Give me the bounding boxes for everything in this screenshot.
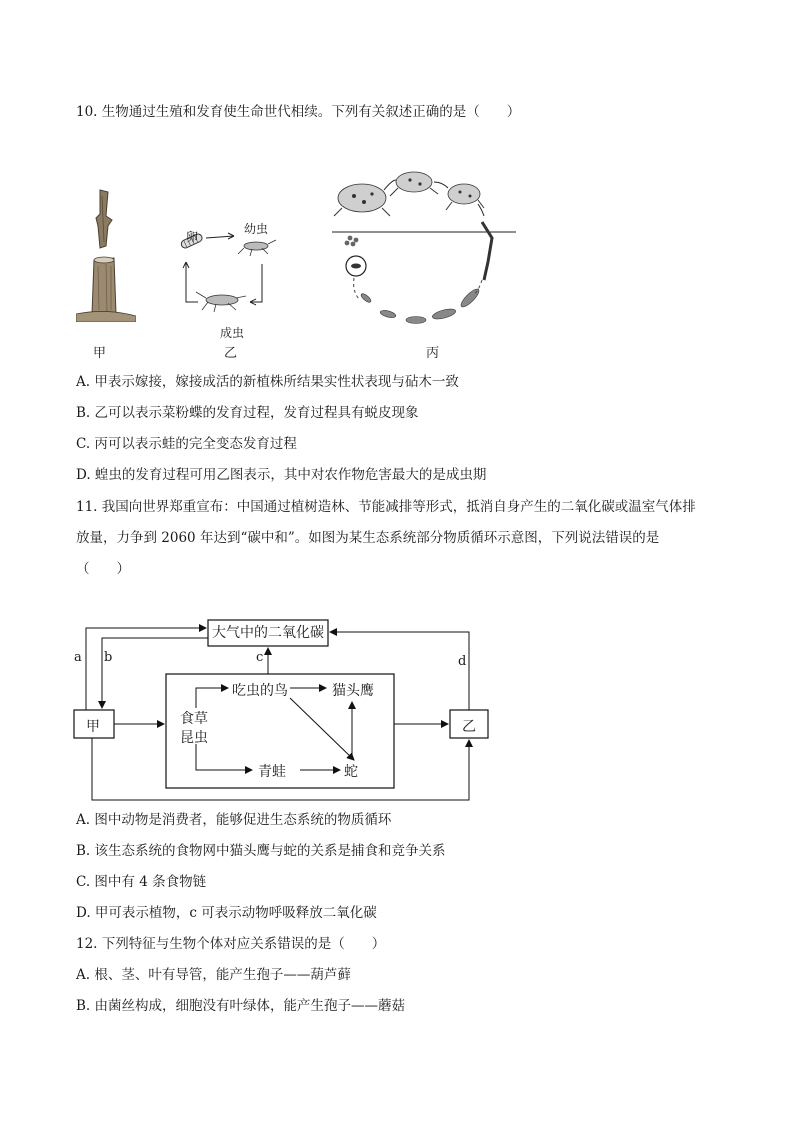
q11-option-a: A. 图中动物是消费者，能够促进生态系统的物质循环 bbox=[76, 812, 392, 828]
question-11-stem-1: 11. 我国向世界郑重宣布：中国通过植树造林、节能减排等形式，抵消自身产生的二氧化碳或温室气体排 bbox=[76, 499, 696, 515]
arrow-label-a: a bbox=[74, 650, 82, 665]
question-11-stem-3: （ ） bbox=[76, 561, 130, 577]
frog-lifecycle-figure bbox=[332, 168, 524, 334]
bird-label: 吃虫的鸟 bbox=[232, 683, 288, 699]
arrow-label-d: d bbox=[458, 654, 467, 669]
snake-label: 蛇 bbox=[344, 764, 358, 780]
q12-option-b: B. 由菌丝构成，细胞没有叶绿体，能产生孢子——蘑菇 bbox=[76, 998, 406, 1014]
q12-option-a: A. 根、茎、叶有导管，能产生孢子——葫芦藓 bbox=[76, 967, 351, 983]
q11-option-d: D. 甲可表示植物，c 可表示动物呼吸释放二氧化碳 bbox=[76, 905, 377, 921]
figure-label-bing: 丙 bbox=[426, 346, 440, 361]
figure-label-jia: 甲 bbox=[93, 346, 107, 361]
figure-label-yi: 乙 bbox=[224, 346, 238, 361]
question-12-stem: 12. 下列特征与生物个体对应关系错误的是（ ） bbox=[76, 936, 386, 952]
arrow-label-b: b bbox=[104, 650, 113, 665]
yi-box-label: 乙 bbox=[462, 719, 476, 735]
frog-label: 青蛙 bbox=[258, 764, 286, 780]
q11-option-b: B. 该生态系统的食物网中猫头鹰与蛇的关系是捕食和竞争关系 bbox=[76, 843, 446, 859]
egg-label: 卵 bbox=[186, 230, 199, 244]
q10-option-c: C. 丙可以表示蛙的完全变态发育过程 bbox=[76, 436, 297, 452]
jia-box-label: 甲 bbox=[86, 719, 100, 735]
question-10-stem: 10. 生物通过生殖和发育使生命世代相续。下列有关叙述正确的是（ ） bbox=[76, 104, 521, 120]
insect-label-2: 昆虫 bbox=[180, 730, 208, 746]
co2-box-label: 大气中的二氧化碳 bbox=[212, 625, 324, 641]
insect-label-1: 食草 bbox=[180, 711, 208, 727]
q10-option-d: D. 蝗虫的发育过程可用乙图表示，其中对农作物危害最大的是成虫期 bbox=[76, 467, 487, 483]
q10-option-b: B. 乙可以表示菜粉蝶的发育过程，发育过程具有蜕皮现象 bbox=[76, 405, 419, 421]
nymph-label: 幼虫 bbox=[244, 222, 269, 236]
owl-label: 猫头鹰 bbox=[332, 683, 374, 699]
grafting-figure bbox=[76, 186, 136, 322]
adult-label: 成虫 bbox=[220, 326, 245, 340]
question-11-stem-2: 放量，力争到 2060 年达到“碳中和”。如图为某生态系统部分物质循环示意图，下列说法错误的是 bbox=[76, 530, 660, 546]
q10-option-a: A. 甲表示嫁接，嫁接成活的新植株所结果实性状表现与砧木一致 bbox=[76, 374, 459, 390]
arrow-label-c: c bbox=[256, 650, 264, 665]
q11-option-c: C. 图中有 4 条食物链 bbox=[76, 874, 207, 890]
